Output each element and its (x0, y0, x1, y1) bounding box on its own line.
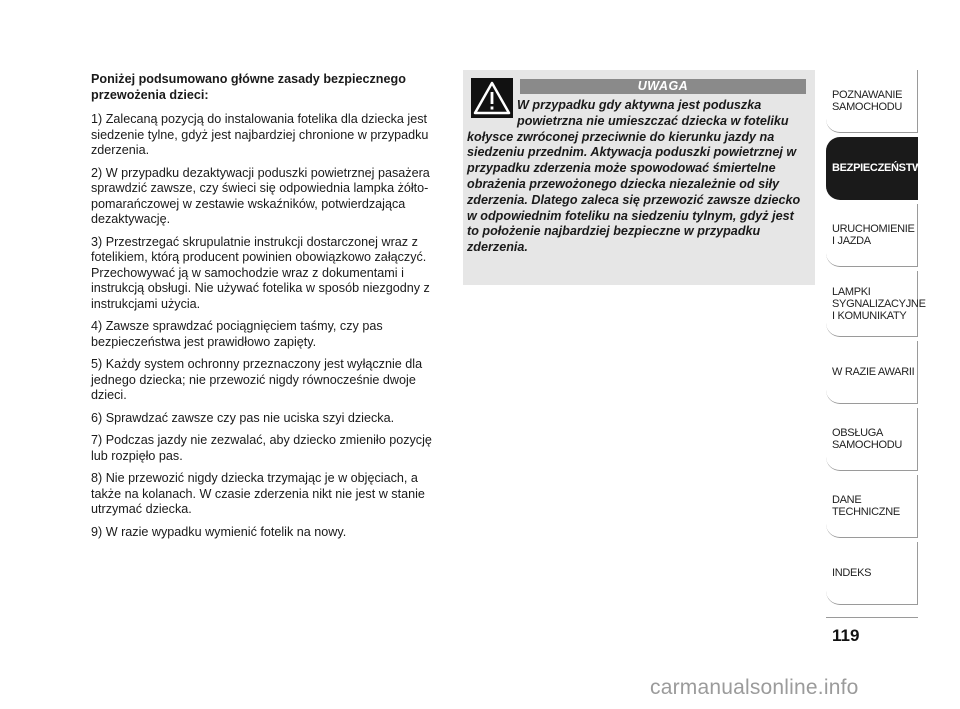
rule-item: 1) Zalecaną pozycją do instalowania fotelika dla dziecka jest siedzenie tylne, gdyż jest najbardziej chronione w przypadku zderzenia. (91, 112, 429, 157)
tab-label: DANE TECHNICZNE (832, 494, 900, 518)
tab-poznawanie-samochodu[interactable] (826, 70, 918, 133)
warning-header: UWAGA (520, 79, 806, 94)
tab-label: INDEKS (832, 567, 872, 579)
rule-item: 8) Nie przewozić nigdy dziecka trzymając je w objęciach, a także na kolanach. W czasie zderzenia nikt nie jest w stanie utrzymać dziecka. (91, 471, 425, 516)
tab-label: POZNAWANIE SAMOCHODU (832, 89, 903, 113)
warning-box (463, 70, 815, 285)
rule-item: 2) W przypadku dezaktywacji poduszki powietrznej pasażera sprawdzić zawsze, czy świeci się odpowiednia lampka żółto-pomarańczowej w zestawie wskaźników, potwierdzająca dezaktywację. (91, 165, 430, 226)
rule-item: 4) Zawsze sprawdzać pociągnięciem taśmy, czy pas bezpieczeństwa jest prawidłowo zapięty. (91, 319, 383, 349)
section-intro: Poniżej podsumowano główne zasady bezpiecznego przewożenia dzieci: (91, 72, 406, 102)
tab-bezpieczenstwo[interactable] (826, 137, 931, 200)
tab-obsluga-samochodu[interactable] (826, 408, 918, 471)
tab-indeks[interactable] (826, 542, 918, 605)
page-number: 119 (832, 626, 860, 645)
tab-label: OBSŁUGA SAMOCHODU (832, 427, 903, 451)
warning-text: W przypadku gdy aktywna jest poduszka powietrzna nie umieszczać dziecka w foteliku kołysce zwróconej przeciwnie do kierunku jazdy na siedzeniu przednim. Aktywacja poduszki powietrznej w przypadku zderzenia może spowodować śmiertelne obrażenia przewożonego dziecka niezależnie od siły zderzenia. Dlatego zaleca się przewozić zawsze dziecko w odpowiednim foteliku na siedzeniu tylnym, gdyż jest to położenie najbardziej bezpieczne w przypadku zderzenia. (467, 98, 801, 255)
tab-dane-techniczne[interactable] (826, 475, 918, 538)
tab-lampki-sygnalizacyjne[interactable] (826, 271, 926, 337)
rule-item: 3) Przestrzegać skrupulatnie instrukcji dostarczonej wraz z fotelikiem, którą producent powinien obowiązkowo załączyć. Przechowywać ją w samochodzie wraz z dokumentami i instrukcją obsługi. Nie używać fotelika w sposób niezgodny z instrukcjami użycia. (91, 234, 430, 311)
tab-label: LAMPKI SYGNALIZACYJNE I KOMUNIKATY (832, 285, 926, 322)
tab-label: W RAZIE AWARII (832, 366, 915, 378)
watermark: carmanualsonline.info (650, 676, 859, 699)
rule-item: 6) Sprawdzać zawsze czy pas nie uciska szyi dziecka. (91, 410, 395, 425)
rule-item: 9) W razie wypadku wymienić fotelik na nowy. (91, 524, 347, 539)
tab-w-razie-awarii[interactable] (826, 341, 918, 404)
safety-rules-section (91, 72, 441, 547)
rule-item: 5) Każdy system ochronny przeznaczony jest wyłącznie dla jednego dziecka; nie przewozić nigdy równocześnie dwoje dzieci. (91, 357, 423, 402)
tab-uruchomienie-i-jazda[interactable] (826, 204, 918, 267)
tab-label: BEZPIECZEŃSTWO (832, 162, 931, 174)
chapter-sidebar (826, 70, 931, 609)
tab-label: URUCHOMIENIE I JAZDA (832, 223, 915, 247)
page-divider (826, 617, 918, 618)
rule-item: 7) Podczas jazdy nie zezwalać, aby dziecko zmieniło pozycję lub rozpięło pas. (91, 433, 432, 463)
